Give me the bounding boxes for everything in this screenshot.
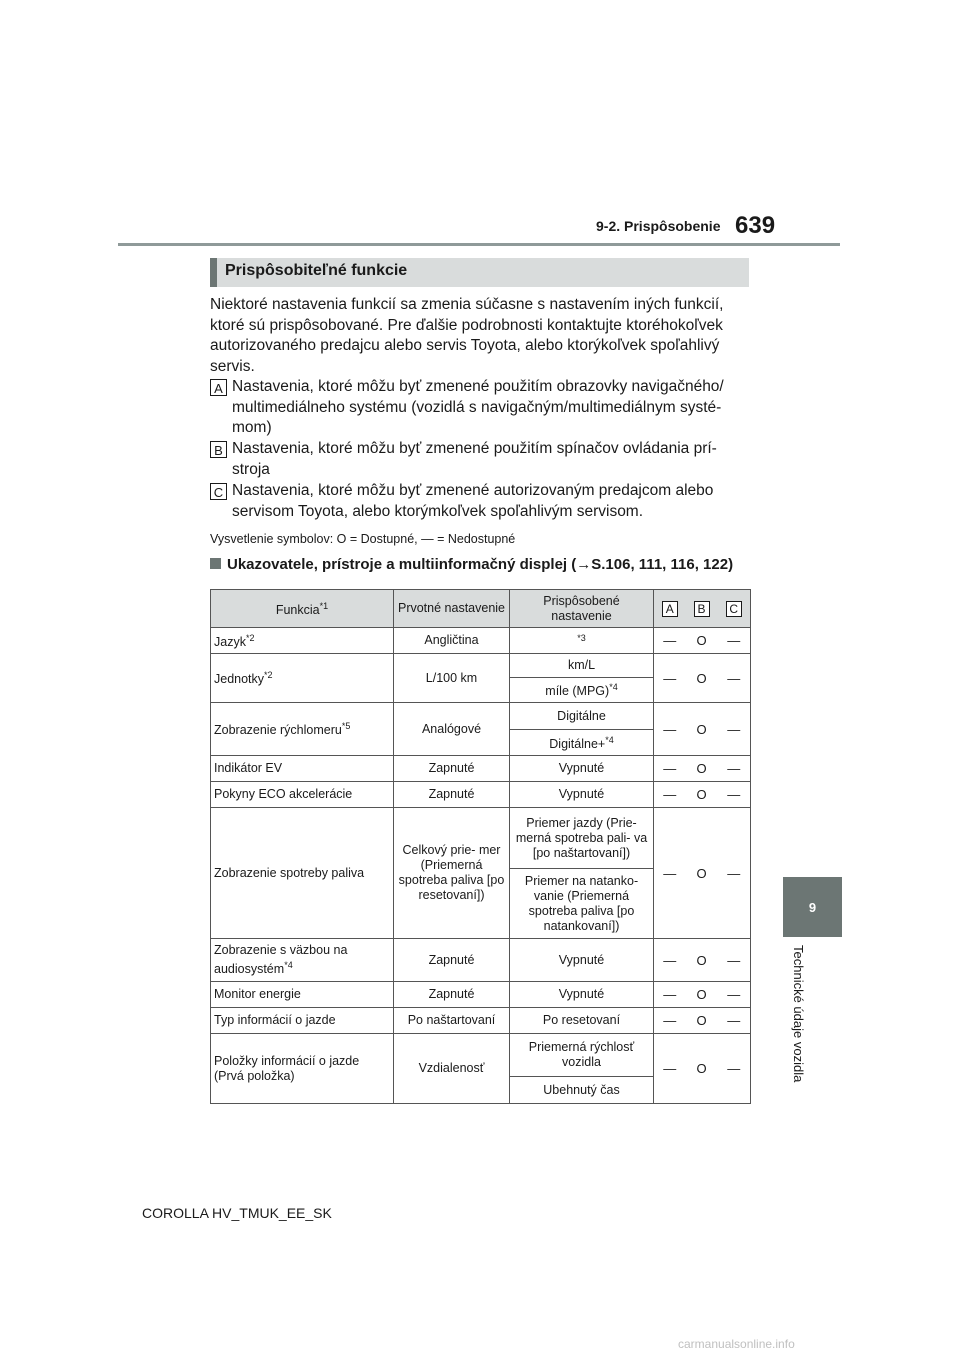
method-text-b: Nastavenia, ktoré môžu byť zmenené použitím spínačov ovládania prí- stroja: [232, 440, 717, 478]
header-a: A: [654, 590, 686, 628]
section-title: Prispôsobiteľné funkcie: [225, 262, 408, 279]
table-row: Digitálne+$^{*4}$: [211, 730, 751, 756]
header-b: B: [686, 590, 718, 628]
chapter-number: 9: [808, 899, 817, 915]
method-letter-c: C: [210, 483, 227, 500]
square-bullet-icon: [210, 558, 221, 569]
method-text-a: Nastavenia, ktoré môžu byť zmenené použitím obrazovky navigačného/ multimediálneho systému (vozidlá s navigačným/multimediálnym systé- mom): [232, 378, 724, 436]
table-row: Priemer na natanko- vanie (Priemerná spotreba paliva [po natankovaní]): [211, 869, 751, 939]
method-item-c: [210, 481, 758, 522]
settings-table: [210, 589, 751, 1104]
table-row: Zobrazenie spotreby paliva Celkový prie- mer (Priemerná spotreba paliva [po resetovaní]) Priemer jazdy (Prie- merná spotreba pali- va [po naštartovaní]) — O —: [211, 808, 751, 869]
header-c: C: [718, 590, 751, 628]
table-row: Zobrazenie s väzbou na audiosystém$^{*4}$ Zapnuté Vypnuté — O —: [211, 939, 751, 982]
header-default: Prvotné nastavenie: [394, 590, 510, 628]
table-row: Zobrazenie rýchlomeru$^{*5}$ Analógové Digitálne — O —: [211, 703, 751, 730]
table-row: Pokyny ECO akcelerácie Zapnuté Vypnuté — O —: [211, 782, 751, 808]
table-row: Typ informácií o jazde Po naštartovaní Po resetovaní — O —: [211, 1008, 751, 1034]
symbol-legend: Vysvetlenie symbolov: O = Dostupné, — = Nedostupné: [210, 532, 516, 546]
table-row: Indikátor EV Zapnuté Vypnuté — O —: [211, 756, 751, 782]
table-row: Položky informácií o jazde (Prvá položka) Vzdialenosť Priemerná rýchlosť vozidla — O —: [211, 1034, 751, 1077]
watermark: carmanualsonline.info: [678, 1337, 795, 1351]
subheading-text: Ukazovatele, prístroje a multiinformačný displej (→S.106, 111, 116, 122): [227, 556, 734, 573]
header-function: Funkcia$^{*1}$: [211, 590, 394, 628]
method-letter-a: A: [210, 379, 227, 396]
table-row: Ubehnutý čas: [211, 1077, 751, 1104]
section-heading: [210, 258, 749, 287]
header-rule: [118, 243, 840, 246]
method-text-c: Nastavenia, ktoré môžu byť zmenené autorizovaným predajcom alebo servisom Toyota, alebo ktorýmkoľvek spoľahlivým servisom.: [232, 482, 714, 520]
table-row: Jednotky$^{*2}$ L/100 km km/L — O —: [211, 654, 751, 678]
section-heading-bar: [210, 258, 217, 287]
header-section-title: 9-2. Prispôsobenie: [596, 218, 721, 234]
intro-paragraph: Niektoré nastavenia funkcií sa zmenia súčasne s nastavením iných funkcií, ktoré sú prispôsobované. Pre ďalšie podrobnosti kontaktujte ktoréhokoľvek autorizovaného predajcu alebo servis Toyota, alebo ktorýkoľvek spoľahlivý servis.: [210, 296, 724, 375]
method-item-a: [210, 377, 758, 439]
table-row: Monitor energie Zapnuté Vypnuté — O —: [211, 982, 751, 1008]
method-item-b: [210, 439, 758, 480]
chapter-tab[interactable]: [783, 877, 842, 937]
method-letter-b: B: [210, 441, 227, 458]
header-custom: Prispôsobené nastavenie: [510, 590, 654, 628]
chapter-label: Technické údaje vozidla: [791, 945, 806, 1083]
table-row: Jazyk$^{*2}$ Angličtina $^{*3}$ — O —: [211, 628, 751, 654]
footer-code: COROLLA HV_TMUK_EE_SK: [142, 1205, 332, 1221]
table-row: míle (MPG)$^{*4}$: [211, 678, 751, 703]
page-number: 639: [735, 212, 776, 239]
subheading: [210, 556, 733, 573]
table-header-row: [211, 590, 751, 628]
